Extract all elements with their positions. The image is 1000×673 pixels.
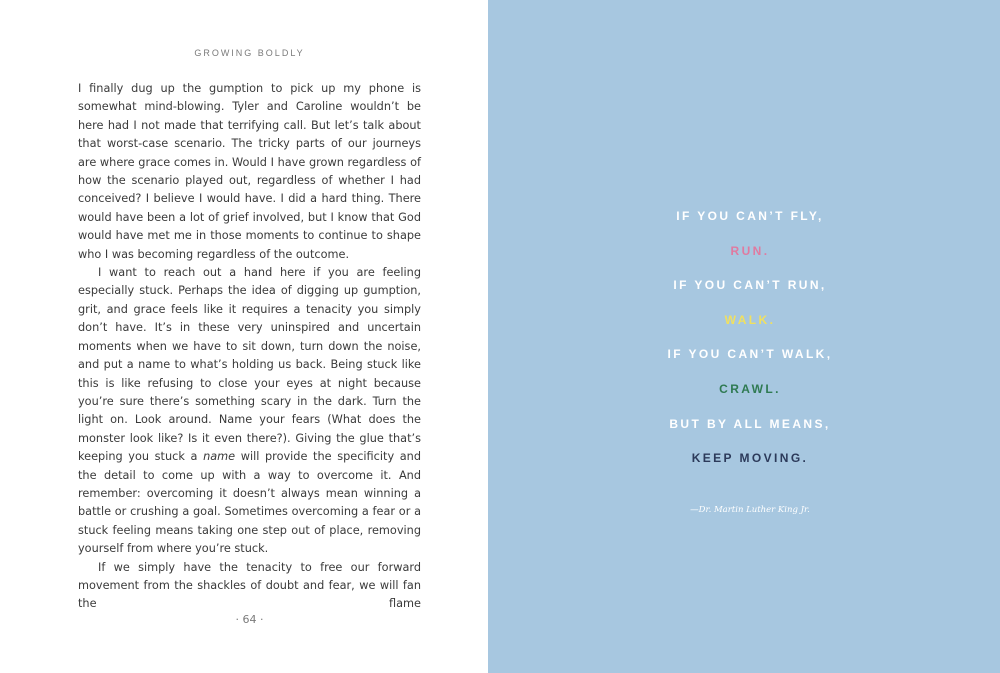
quote-line-2: RUN. xyxy=(730,243,770,258)
paragraph-3: If we simply have the tenacity to free our forward movement from the shackles of doubt and fear, we will fan the flame xyxy=(78,560,421,611)
body-text xyxy=(78,80,421,614)
running-head: GROWING BOLDLY xyxy=(194,48,305,58)
left-page xyxy=(0,0,488,673)
paragraph-2-part-1: I want to reach out a hand here if you are feeling especially stuck. Perhaps the idea of digging up gumption, grit, and grace feels like it requires a tenacity you simply don’t have. It’s in these very uninspired and uncertain moments when we have to sit down, turn down the noise, and put a name to what’s holding us back. Being stuck like this is like refusing to close your eyes at night because you’re sure there’s something scary in the dark. Turn the light on. Look around. Name your fears (What does the monster look like? Is it even there?). Giving the glue that’s keeping you stuck a xyxy=(78,266,421,464)
quote-line-1: IF YOU CAN’T FLY, xyxy=(676,209,824,223)
right-page xyxy=(488,0,1000,673)
quote-attribution: —Dr. Martin Luther King Jr. xyxy=(690,505,810,515)
paragraph-2-part-2: will provide the specificity and the detail to come up with a way to overcome it. And remember: overcoming it doesn’t always mean winning a battle or crushing a goal. Sometimes overcoming a fear or a stuck feeling means taking one step out of place, removing yourself from where you’re stuck. xyxy=(78,450,422,556)
emphasis-name: name xyxy=(203,450,236,464)
quote-line-8: KEEP MOVING. xyxy=(691,451,809,466)
quote-line-6: CRAWL. xyxy=(719,381,781,396)
quote-line-7: BUT BY ALL MEANS, xyxy=(669,416,831,431)
page-number: · 64 · xyxy=(235,613,264,626)
quote-line-4: WALK. xyxy=(724,312,776,327)
paragraph-2 xyxy=(78,264,421,559)
paragraph-1: I finally dug up the gumption to pick up my phone is somewhat mind-blowing. Tyler and Caroline wouldn’t be here had I not made that terrifying call. But let’s talk about that worst-case scenario. The tricky parts of our journeys are where grace comes in. Would I have grown regardless of how the scenario played out, regardless of whether I had conceived? I believe I would have. I did a hard thing. There would have been a lot of grief involved, but I know that God would have met me in those moments to continue to shape who I was becoming regardless of the outcome. xyxy=(78,82,421,261)
quote-block xyxy=(488,206,1000,483)
quote-line-5: IF YOU CAN’T WALK, xyxy=(667,347,833,362)
quote-line-3: IF YOU CAN’T RUN, xyxy=(673,278,827,293)
